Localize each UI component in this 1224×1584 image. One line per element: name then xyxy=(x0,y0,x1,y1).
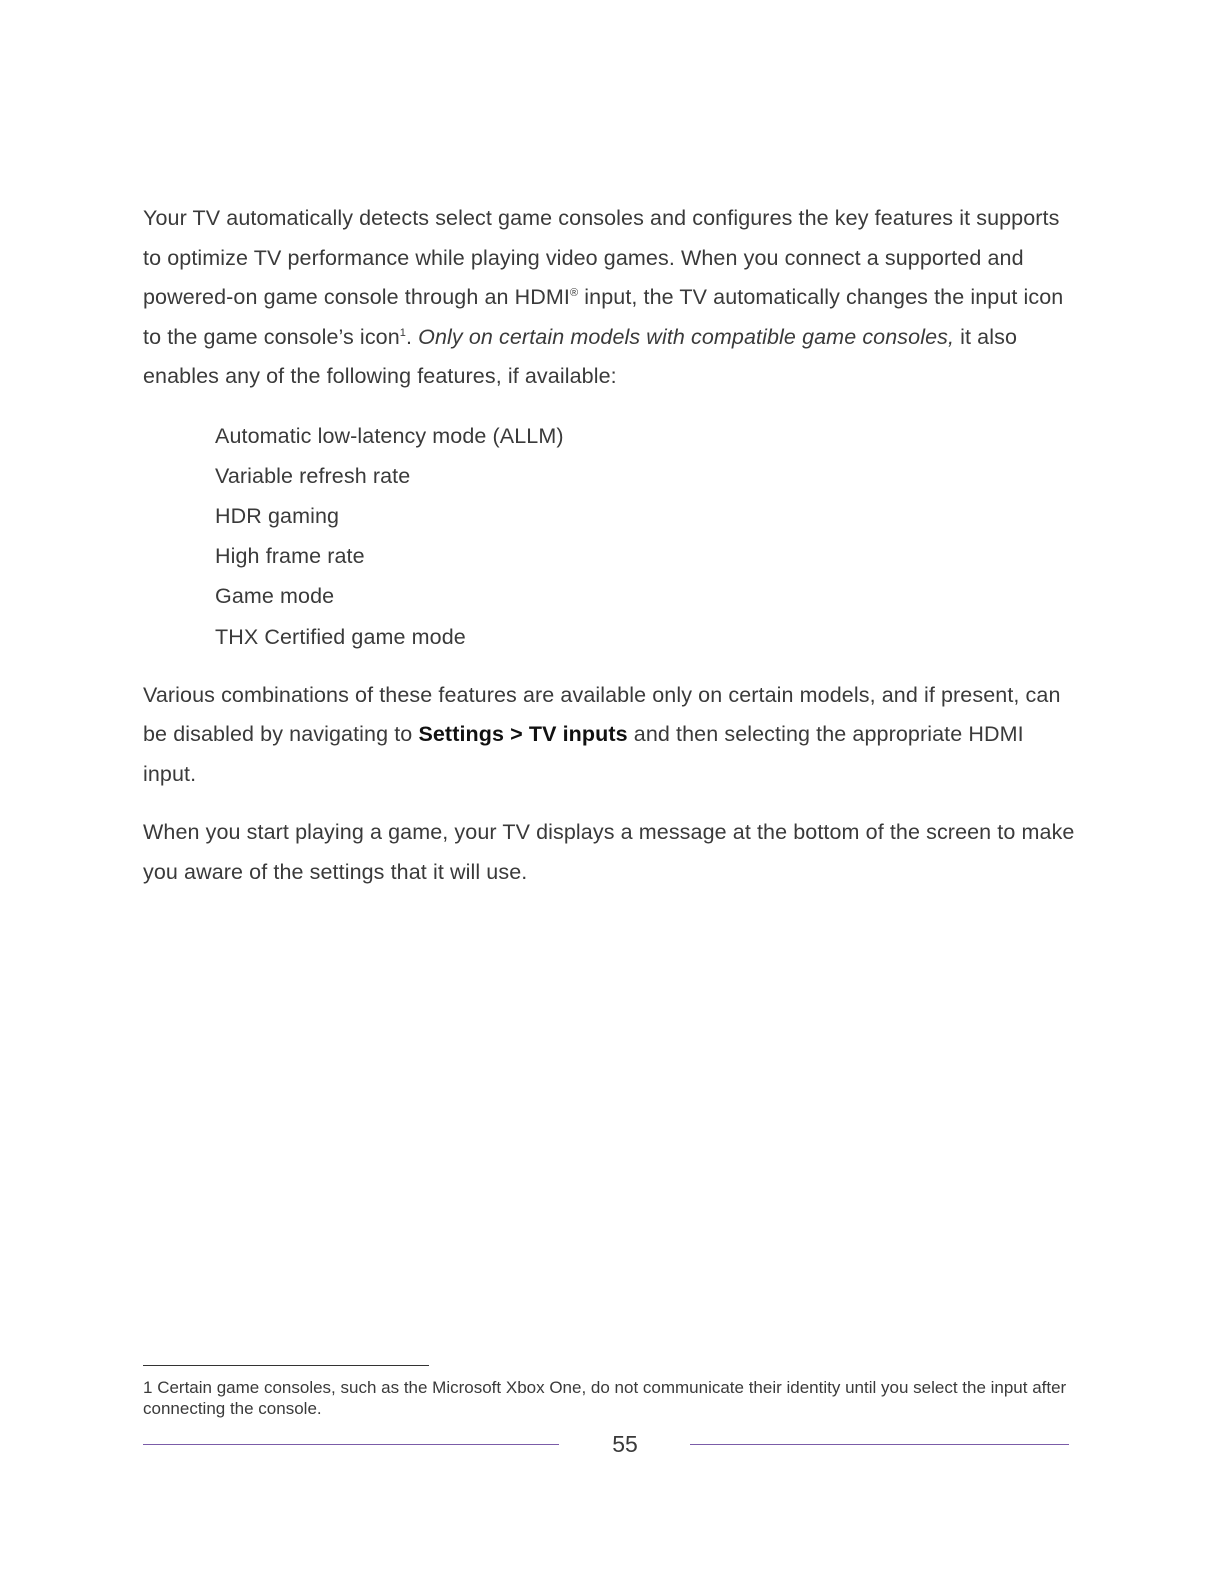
intro-paragraph xyxy=(143,199,1078,397)
intro-italic-text: Only on certain models with compatible game consoles, xyxy=(418,324,955,349)
intro-text-3: . xyxy=(406,324,419,349)
footnote-reference[interactable]: 1 xyxy=(399,326,406,339)
feature-item: Variable refresh rate xyxy=(215,463,411,488)
feature-list xyxy=(143,416,1078,657)
combinations-text-1: Various combinations of these features are available only on certain models, and if present, can be disabled by navigating to xyxy=(143,682,1061,747)
feature-item: HDR gaming xyxy=(215,503,340,528)
combinations-paragraph xyxy=(143,676,1078,795)
combinations-text-2: and then selecting the appropriate HDMI input. xyxy=(143,722,1024,786)
feature-item: Automatic low-latency mode (ALLM) xyxy=(215,423,564,448)
footer-rule-right xyxy=(690,1444,1069,1445)
feature-item: THX Certified game mode xyxy=(215,624,466,649)
footer-rule-left xyxy=(143,1444,559,1445)
settings-path: Settings > TV inputs xyxy=(418,722,628,747)
footnote-divider xyxy=(143,1365,429,1366)
page-number: 55 xyxy=(612,1431,638,1457)
game-message-paragraph: When you start playing a game, your TV displays a message at the bottom of the screen to make you aware of the settings that it will use. xyxy=(143,820,1075,884)
footnote xyxy=(143,1377,1078,1419)
registered-mark: ® xyxy=(569,286,579,299)
footnote-text: Certain game consoles, such as the Microsoft Xbox One, do not communicate their identity until you select the input after connecting the console. xyxy=(143,1378,1067,1418)
intro-text-2: input, the TV automatically changes the input icon to the game console’s icon xyxy=(143,285,1064,349)
intro-text-4: it also enables any of the following features, if available: xyxy=(143,324,1018,388)
feature-item: Game mode xyxy=(215,584,335,609)
intro-text-1: Your TV automatically detects select game consoles and configures the key features it supports to optimize TV performance while playing video games. When you connect a supported and powered-on game console through an HDMI xyxy=(143,206,1060,309)
page-body xyxy=(143,199,1078,911)
feature-item: High frame rate xyxy=(215,544,365,569)
footnote-number: 1 xyxy=(143,1378,153,1397)
